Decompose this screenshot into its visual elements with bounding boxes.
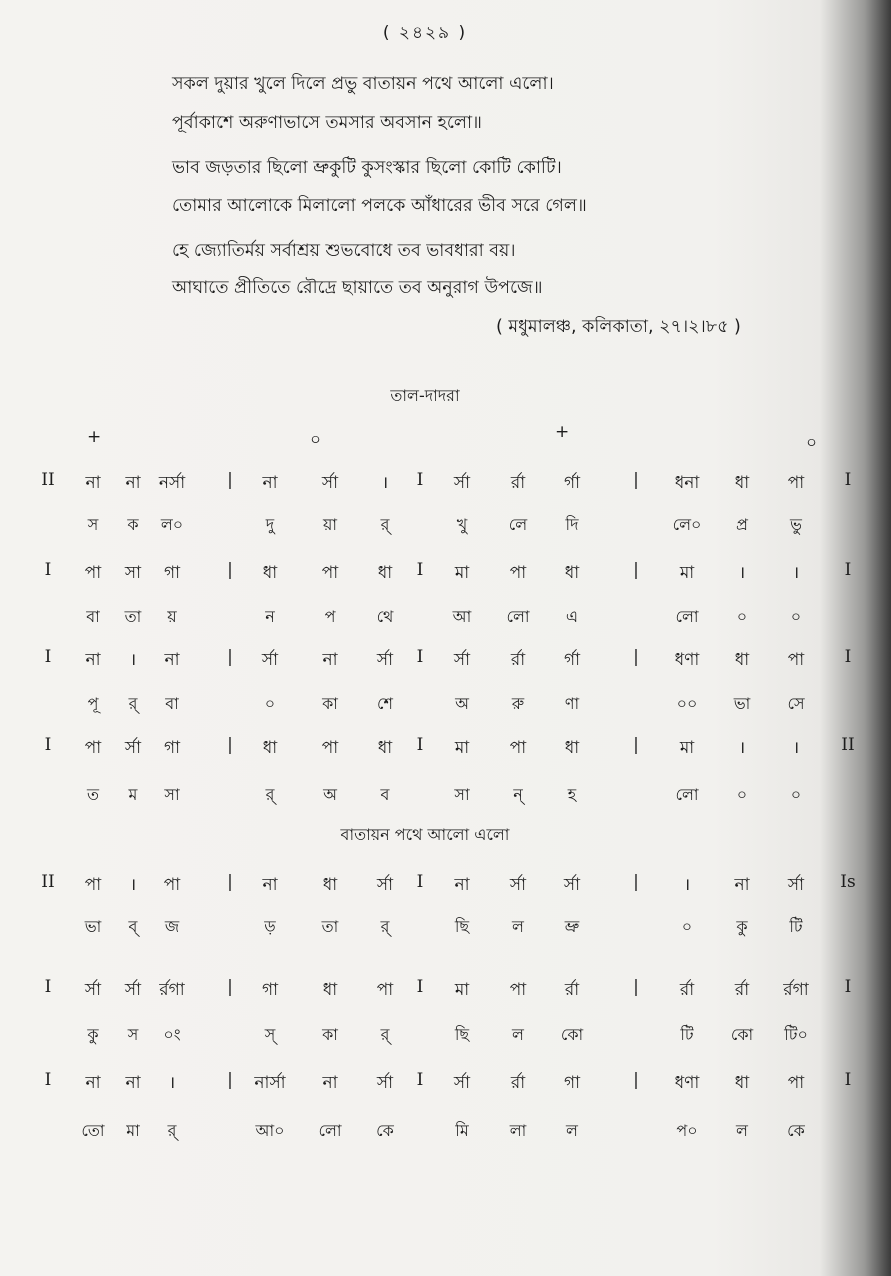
swara-note: র্সা: [453, 650, 471, 670]
swara-note: র্রা: [679, 980, 695, 1000]
row-open-bar: I: [44, 1070, 52, 1090]
poem-line-6: আঘাতে প্রীতিতে রৌদ্রে ছায়াতে তব অনুরাগ উপজে॥: [172, 278, 543, 298]
swara-note: মা: [679, 563, 695, 583]
swara-note: ।: [738, 563, 746, 583]
lyric-syllable: র্: [380, 1025, 390, 1044]
beat-divider: |: [227, 470, 233, 490]
swara-note: পা: [163, 875, 181, 895]
swara-note: র্সা: [261, 650, 279, 670]
swara-note: ধনা: [674, 473, 700, 493]
lyric-syllable: কো: [730, 1025, 754, 1044]
swara-note: ।: [381, 473, 389, 493]
lyric-syllable: মা: [126, 1121, 140, 1140]
lyric-syllable: ম: [128, 785, 138, 804]
beat-divider: |: [633, 977, 639, 997]
swara-note: না: [125, 1073, 141, 1093]
swara-note: ।: [792, 563, 800, 583]
lyric-syllable: ল: [512, 917, 524, 936]
poem-line-5: হে জ্যোতির্ময় সর্বাশ্রয় শুভবোধে তব ভাবধারা বয়।: [172, 241, 516, 261]
beat-divider: |: [227, 560, 233, 580]
lyric-syllable: ভা: [733, 694, 751, 713]
swara-note: র্গা: [563, 473, 581, 493]
poem-line-4: তোমার আলোকে মিলালো পলকে আঁধারের ভীব সরে গেল॥: [172, 196, 587, 216]
swara-note: ধা: [734, 473, 750, 493]
beat-divider: |: [227, 1070, 233, 1090]
swara-note: পা: [84, 875, 102, 895]
lyric-syllable: খু: [456, 515, 468, 534]
lyric-syllable: ছি: [454, 917, 470, 936]
swara-note: না: [262, 473, 278, 493]
swara-note: না: [322, 650, 338, 670]
lyric-syllable: দি: [565, 515, 579, 534]
lyric-syllable: ণা: [564, 694, 580, 713]
lyric-syllable: ত: [86, 785, 100, 804]
swara-note: না: [322, 1073, 338, 1093]
lyric-syllable: প০: [676, 1121, 698, 1140]
poem-line-3: ভাব জড়তার ছিলো ভ্রুকুটি কুসংস্কার ছিলো কোটি কোটি।: [172, 158, 562, 178]
swara-note: র্সা: [376, 875, 394, 895]
swara-note: র্সা: [124, 738, 142, 758]
lyric-syllable: কা: [322, 1025, 338, 1044]
lyric-syllable: প্র: [736, 515, 748, 534]
row-mid-bar: I: [416, 560, 424, 580]
lyric-syllable: ল০: [160, 515, 184, 534]
lyric-syllable: তা: [321, 917, 339, 936]
lyric-syllable: কে: [376, 1121, 394, 1140]
swara-note: মা: [454, 980, 470, 1000]
swara-note: র্সা: [376, 1073, 394, 1093]
swara-note: র্রা: [564, 980, 580, 1000]
swara-note: নর্সা: [158, 473, 186, 493]
lyric-syllable: ০০: [676, 694, 698, 713]
swara-note: র্সা: [563, 875, 581, 895]
lyric-syllable: প: [324, 607, 336, 626]
row-open-bar: II: [41, 872, 55, 892]
swara-note: ধা: [564, 738, 580, 758]
swara-note: ধা: [564, 563, 580, 583]
lyric-syllable: হ: [567, 785, 577, 804]
lyric-syllable: আ: [452, 607, 472, 626]
beat-marker-1: +: [87, 427, 102, 447]
swara-note: না: [164, 650, 180, 670]
lyric-syllable: লো: [506, 607, 530, 626]
row-close-bar: I: [844, 977, 852, 997]
beat-marker-3: +: [555, 422, 570, 442]
lyric-syllable: ০: [264, 694, 276, 713]
lyric-syllable: জ: [164, 917, 180, 936]
swara-note: গা: [163, 738, 181, 758]
lyric-syllable: ড়: [264, 917, 276, 936]
row-mid-bar: I: [416, 735, 424, 755]
beat-divider: |: [633, 647, 639, 667]
swara-note: র্সা: [453, 473, 471, 493]
lyric-syllable: ন্: [513, 785, 523, 804]
lyric-syllable: ছি: [454, 1025, 470, 1044]
lyric-syllable: পূ: [87, 694, 99, 713]
swara-note: র্গা: [563, 650, 581, 670]
swara-note: পা: [787, 473, 805, 493]
lyric-syllable: লে০: [672, 515, 702, 534]
swara-note: ।: [129, 875, 137, 895]
swara-note: না: [454, 875, 470, 895]
tal-heading: তাল-দাদরা: [390, 386, 460, 405]
lyric-syllable: বা: [165, 694, 179, 713]
beat-divider: |: [633, 872, 639, 892]
swara-note: না: [85, 473, 101, 493]
lyric-syllable: টি০: [784, 1025, 808, 1044]
refrain-line: বাতায়ন পথে আলো এলো: [340, 825, 510, 844]
row-open-bar: II: [41, 470, 55, 490]
lyric-syllable: স্: [264, 1025, 276, 1044]
swara-note: র্রগা: [783, 980, 809, 1000]
lyric-syllable: দু: [265, 515, 275, 534]
lyric-syllable: আ০: [255, 1121, 285, 1140]
row-close-bar: I: [844, 1070, 852, 1090]
lyric-syllable: লে: [508, 515, 528, 534]
swara-note: পা: [509, 563, 527, 583]
lyric-syllable: ০: [681, 917, 693, 936]
beat-divider: |: [633, 560, 639, 580]
lyric-syllable: য়া: [322, 515, 338, 534]
row-open-bar: I: [44, 735, 52, 755]
lyric-syllable: ক: [127, 515, 139, 534]
lyric-syllable: কে: [787, 1121, 805, 1140]
lyric-syllable: র্: [167, 1121, 177, 1140]
lyric-syllable: র্: [380, 515, 390, 534]
swara-note: ধা: [377, 563, 393, 583]
lyric-syllable: টি: [680, 1025, 694, 1044]
swara-note: ধা: [322, 980, 338, 1000]
lyric-syllable: ন: [265, 607, 275, 626]
lyric-syllable: ভ্রু: [564, 917, 580, 936]
swara-note: র্সা: [124, 980, 142, 1000]
lyric-syllable: এ: [565, 607, 579, 626]
swara-note: ধা: [377, 738, 393, 758]
lyric-syllable: রু: [511, 694, 525, 713]
swara-note: ।: [792, 738, 800, 758]
swara-note: র্সা: [376, 650, 394, 670]
swara-note: র্রা: [734, 980, 750, 1000]
lyric-syllable: থে: [376, 607, 394, 626]
swara-note: গা: [261, 980, 279, 1000]
lyric-syllable: লো: [675, 785, 699, 804]
swara-note: ধা: [262, 563, 278, 583]
swara-note: র্রা: [510, 650, 526, 670]
swara-note: ধা: [322, 875, 338, 895]
swara-note: ।: [168, 1073, 176, 1093]
swara-note: পা: [509, 980, 527, 1000]
page-number: ( ২৪২৯ ): [382, 23, 468, 43]
swara-note: ধা: [734, 650, 750, 670]
row-mid-bar: I: [416, 647, 424, 667]
lyric-syllable: ০ং: [163, 1025, 181, 1044]
row-mid-bar: I: [416, 1070, 424, 1090]
swara-note: পা: [376, 980, 394, 1000]
lyric-syllable: কো: [560, 1025, 584, 1044]
lyric-syllable: স: [127, 1025, 139, 1044]
swara-note: পা: [321, 563, 339, 583]
beat-divider: |: [227, 872, 233, 892]
swara-note: ।: [738, 738, 746, 758]
row-open-bar: I: [44, 647, 52, 667]
lyric-syllable: সা: [164, 785, 180, 804]
swara-note: র্সা: [453, 1073, 471, 1093]
swara-note: ধণা: [674, 650, 700, 670]
lyric-syllable: শে: [377, 694, 393, 713]
swara-note: ধা: [734, 1073, 750, 1093]
swara-note: পা: [509, 738, 527, 758]
swara-note: সা: [124, 563, 142, 583]
lyric-syllable: কু: [87, 1025, 99, 1044]
swara-note: না: [85, 650, 101, 670]
swara-note: র্সা: [509, 875, 527, 895]
lyric-syllable: র্: [380, 917, 390, 936]
poem-line-2: পূর্বাকাশে অরুণাভাসে তমসার অবসান হলো॥: [172, 113, 482, 133]
swara-note: না: [125, 473, 141, 493]
lyric-syllable: লো: [318, 1121, 342, 1140]
beat-divider: |: [227, 735, 233, 755]
lyric-syllable: অ: [455, 694, 469, 713]
swara-note: র্রগা: [159, 980, 185, 1000]
swara-note: মা: [679, 738, 695, 758]
beat-marker-2: ০: [310, 430, 322, 450]
row-mid-bar: I: [416, 470, 424, 490]
lyric-syllable: ব: [380, 785, 390, 804]
swara-note: ।: [129, 650, 137, 670]
beat-divider: |: [227, 647, 233, 667]
lyric-syllable: বা: [86, 607, 100, 626]
lyric-syllable: ভা: [84, 917, 102, 936]
swara-note: ধণা: [674, 1073, 700, 1093]
row-close-bar: I: [844, 647, 852, 667]
lyric-syllable: মি: [455, 1121, 469, 1140]
swara-note: না: [734, 875, 750, 895]
lyric-syllable: কু: [736, 917, 748, 936]
swara-note: মা: [454, 563, 470, 583]
lyric-syllable: লো: [675, 607, 699, 626]
swara-note: র্সা: [787, 875, 805, 895]
beat-divider: |: [633, 470, 639, 490]
lyric-syllable: লা: [509, 1121, 527, 1140]
swara-note: পা: [787, 1073, 805, 1093]
row-close-bar: Is: [840, 872, 856, 892]
lyric-syllable: ল: [566, 1121, 578, 1140]
lyric-syllable: সে: [787, 694, 805, 713]
swara-note: গা: [163, 563, 181, 583]
row-close-bar: I: [844, 560, 852, 580]
lyric-syllable: অ: [323, 785, 337, 804]
beat-marker-4: ০: [806, 433, 818, 453]
beat-divider: |: [227, 977, 233, 997]
lyric-syllable: ০: [790, 785, 802, 804]
lyric-syllable: ব্: [128, 917, 138, 936]
swara-note: না: [262, 875, 278, 895]
swara-note: পা: [321, 738, 339, 758]
row-mid-bar: I: [416, 977, 424, 997]
lyric-syllable: ল: [736, 1121, 748, 1140]
swara-note: নার্সা: [254, 1073, 286, 1093]
swara-note: ।: [683, 875, 691, 895]
lyric-syllable: র্: [128, 694, 138, 713]
source-citation: ( মধুমালঞ্চ, কলিকাতা, ২৭।২।৮৫ ): [496, 317, 741, 337]
swara-note: পা: [84, 738, 102, 758]
swara-note: না: [85, 1073, 101, 1093]
lyric-syllable: ভু: [790, 515, 802, 534]
lyric-syllable: টি: [789, 917, 803, 936]
row-mid-bar: I: [416, 872, 424, 892]
lyric-syllable: ০: [736, 607, 748, 626]
swara-note: মা: [454, 738, 470, 758]
row-open-bar: I: [44, 977, 52, 997]
swara-note: গা: [563, 1073, 581, 1093]
lyric-syllable: তা: [124, 607, 142, 626]
row-close-bar: II: [841, 735, 855, 755]
lyric-syllable: কা: [322, 694, 338, 713]
lyric-syllable: তো: [81, 1121, 105, 1140]
lyric-syllable: সা: [454, 785, 470, 804]
swara-note: ধা: [262, 738, 278, 758]
swara-note: র্সা: [321, 473, 339, 493]
swara-note: র্রা: [510, 473, 526, 493]
swara-note: র্রা: [510, 1073, 526, 1093]
lyric-syllable: ০: [736, 785, 748, 804]
swara-note: পা: [787, 650, 805, 670]
lyric-syllable: ল: [512, 1025, 524, 1044]
row-open-bar: I: [44, 560, 52, 580]
lyric-syllable: র্: [265, 785, 275, 804]
swara-note: র্সা: [84, 980, 102, 1000]
row-close-bar: I: [844, 470, 852, 490]
poem-line-1: সকল দুয়ার খুলে দিলে প্রভু বাতায়ন পথে আলো এলো।: [172, 74, 554, 94]
lyric-syllable: স: [87, 515, 99, 534]
swara-note: পা: [84, 563, 102, 583]
lyric-syllable: য়: [167, 607, 177, 626]
beat-divider: |: [633, 1070, 639, 1090]
beat-divider: |: [633, 735, 639, 755]
lyric-syllable: ০: [790, 607, 802, 626]
